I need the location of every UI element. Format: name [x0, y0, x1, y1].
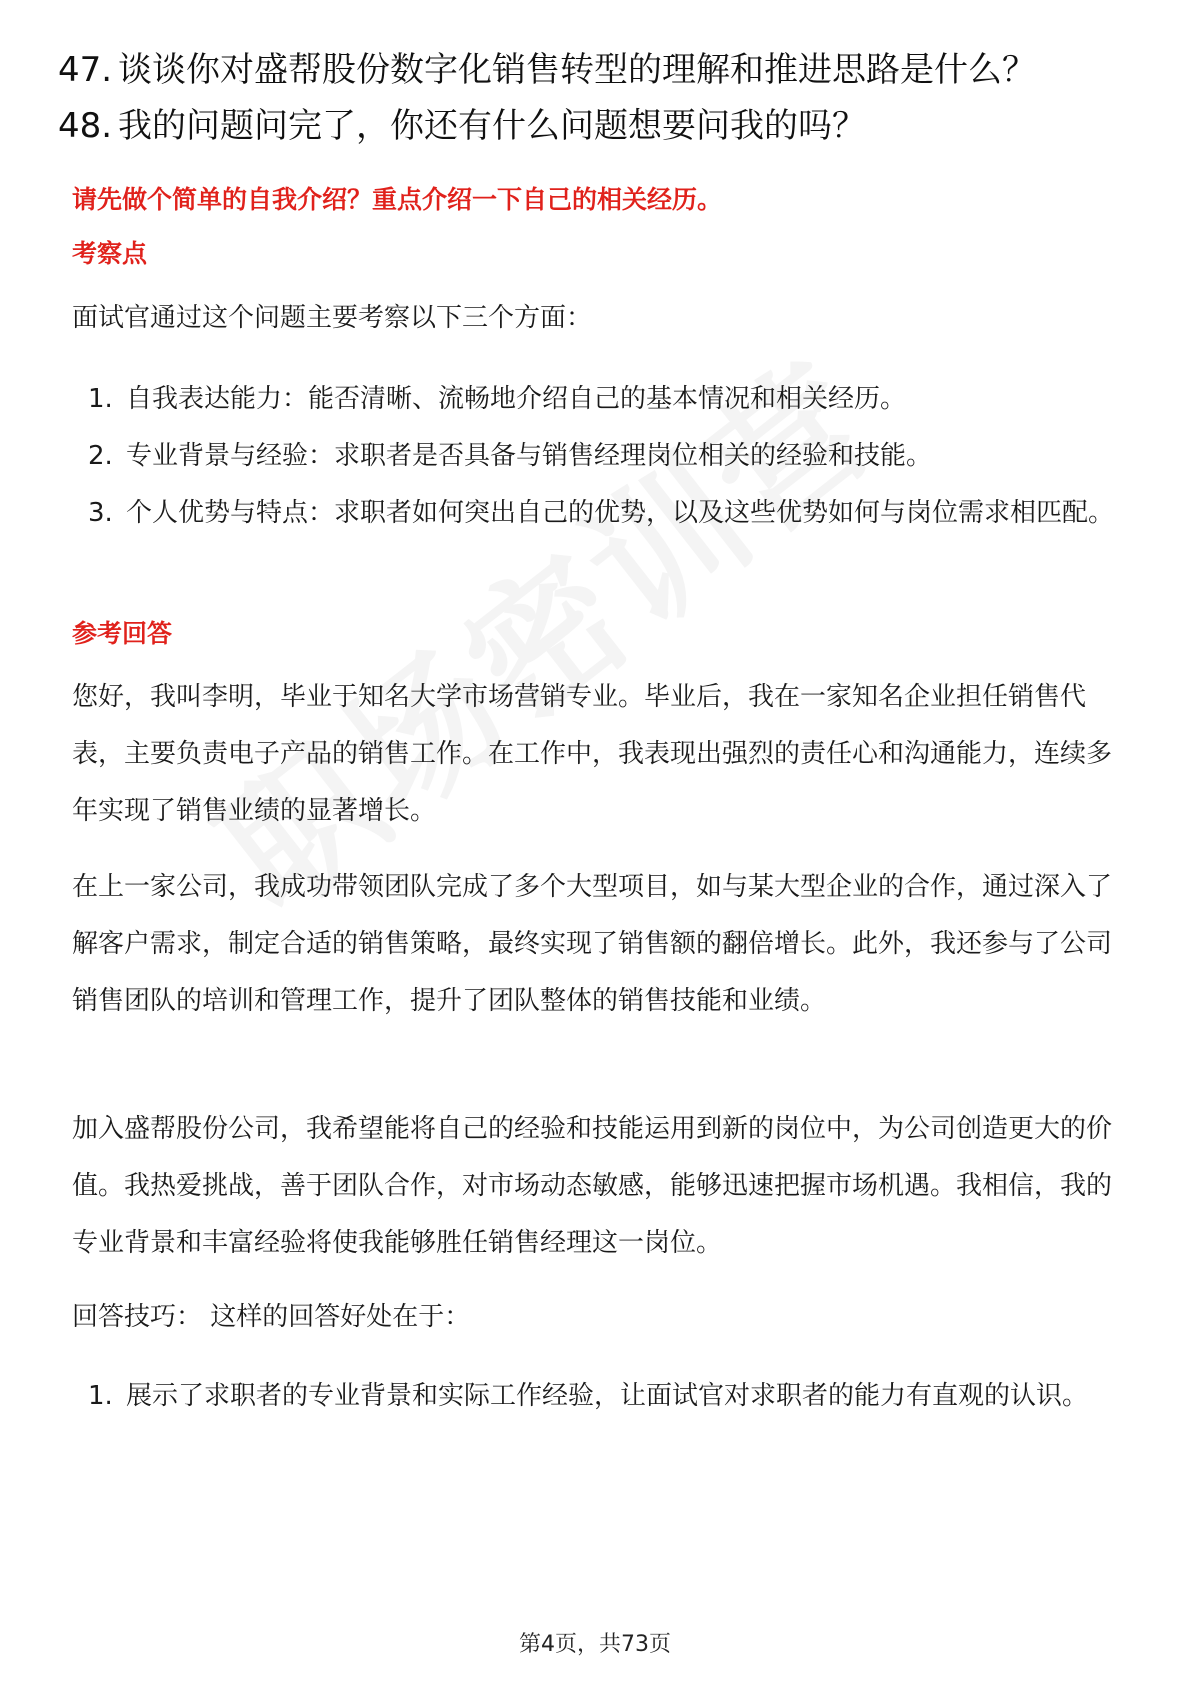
question-text: 我的问题问完了，你还有什么问题想要问我的吗？	[118, 106, 866, 146]
question-47	[58, 48, 1036, 92]
answer-paragraph-2: 在上一家公司，我成功带领团队完成了多个大型项目，如与某大型企业的合作，通过深入了解客户需求，制定合适的销售策略，最终实现了销售额的翻倍增长。此外，我还参与了公司销售团队的培训和管理工作，提升了团队整体的销售技能和业绩。	[72, 872, 1113, 1016]
list-number: 3.	[88, 498, 113, 528]
answer-paragraph-3: 加入盛帮股份公司，我希望能将自己的经验和技能运用到新的岗位中，为公司创造更大的价值。我热爱挑战，善于团队合作，对市场动态敏感，能够迅速把握市场机遇。我相信，我的专业背景和丰富经验将使我能够胜任销售经理这一岗位。	[72, 1114, 1113, 1258]
assessment-heading: 考察点	[72, 239, 148, 268]
list-item	[72, 428, 1122, 485]
list-number: 2.	[88, 441, 113, 471]
tips-list	[72, 1368, 1122, 1425]
list-number: 1.	[88, 1381, 113, 1411]
list-text: 展示了求职者的专业背景和实际工作经验，让面试官对求职者的能力有直观的认识。	[126, 1381, 1089, 1411]
list-number: 1.	[88, 384, 113, 414]
list-item	[72, 1368, 1122, 1425]
answer-paragraph-1: 您好，我叫李明，毕业于知名大学市场营销专业。毕业后，我在一家知名企业担任销售代表，主要负责电子产品的销售工作。在工作中，我表现出强烈的责任心和沟通能力，连续多年实现了销售业绩的显著增长。	[72, 682, 1113, 826]
page-footer: 第4页，共73页	[519, 1632, 671, 1657]
list-text: 专业背景与经验：求职者是否具备与销售经理岗位相关的经验和技能。	[126, 441, 933, 471]
list-text: 自我表达能力：能否清晰、流畅地介绍自己的基本情况和相关经历。	[126, 384, 907, 414]
question-text: 谈谈你对盛帮股份数字化销售转型的理解和推进思路是什么？	[118, 50, 1036, 90]
list-text: 个人优势与特点：求职者如何突出自己的优势，以及这些优势如何与岗位需求相匹配。	[126, 498, 1115, 528]
assessment-intro: 面试官通过这个问题主要考察以下三个方面：	[72, 303, 593, 333]
section-title: 请先做个简单的自我介绍？重点介绍一下自己的相关经历。	[72, 185, 723, 214]
tips-intro: 回答技巧： 这样的回答好处在于：	[72, 1302, 471, 1332]
list-item	[72, 371, 1122, 428]
question-48	[58, 104, 866, 148]
question-number: 48.	[58, 106, 113, 146]
assessment-list	[72, 371, 1122, 542]
list-item	[72, 485, 1122, 542]
reference-heading: 参考回答	[72, 619, 173, 648]
question-number: 47.	[58, 50, 113, 90]
